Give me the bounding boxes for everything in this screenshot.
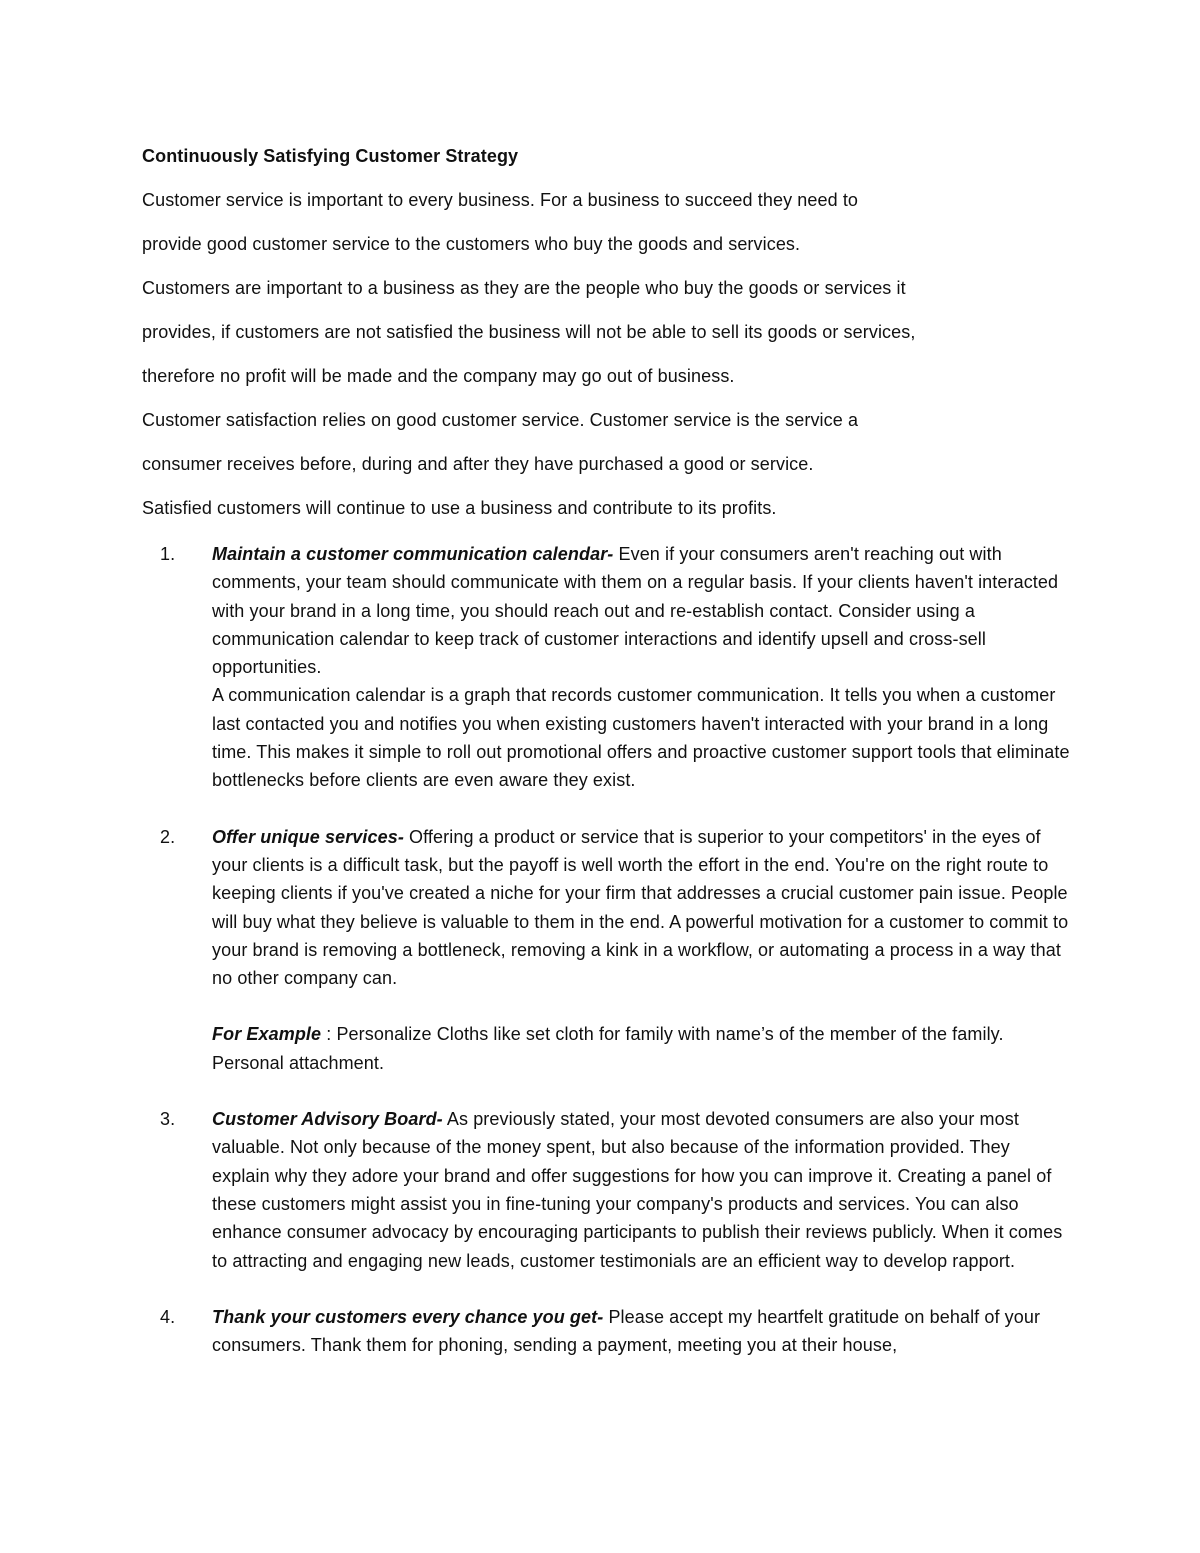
list-item xyxy=(142,1303,1072,1360)
list-item xyxy=(142,1105,1072,1275)
item-heading: Maintain a customer communication calendar- xyxy=(212,544,614,564)
list-item xyxy=(142,823,1072,1077)
item-text: Even if your consumers aren't reaching out with comments, your team should communicate with them on a regular basis. If your clients haven't interacted with your brand in a long time, you should reach out and re-establish contact. Consider using a communication calendar to keep track of customer interactions and identify upsell and cross-sell opportunities. xyxy=(212,544,1059,678)
item-heading: Thank your customers every chance you get- xyxy=(212,1306,604,1327)
intro-line-4: provides, if customers are not satisfied the business will not be able to sell its goods or services, xyxy=(142,322,916,342)
item-text: Please accept my heartfelt gratitude on behalf of your consumers. Thank them for phoning, sending a payment, meeting you at their house, xyxy=(212,1306,1041,1356)
list-number: 2. xyxy=(160,826,176,847)
intro-line-5: therefore no profit will be made and the company may go out of business. xyxy=(142,366,735,386)
document-title: Continuously Satisfying Customer Strategy xyxy=(142,146,519,166)
intro-line-6: Customer satisfaction relies on good customer service. Customer service is the service a xyxy=(142,410,859,430)
item-text: Offering a product or service that is superior to your competitors' in the eyes of your clients is a difficult task, but the payoff is well worth the effort in the end. You're on the right route to keeping clients if you've created a niche for your firm that addresses a crucial customer pain issue. People will buy what they believe is valuable to them in the end. A powerful motivation for a customer to commit to your brand is removing a bottleneck, removing a kink in a workflow, or automating a process in a way that no other company can. xyxy=(212,826,1069,989)
intro-line-3: Customers are important to a business as they are the people who buy the goods or services it xyxy=(142,278,906,298)
intro-line-8: Satisfied customers will continue to use a business and contribute to its profits. xyxy=(142,498,777,518)
document-body xyxy=(142,142,1072,1387)
intro-line-2: provide good customer service to the customers who buy the goods and services. xyxy=(142,234,801,254)
list-number: 3. xyxy=(160,1109,176,1130)
intro-line-7: consumer receives before, during and after they have purchased a good or service. xyxy=(142,454,814,474)
list-number: 4. xyxy=(160,1306,176,1327)
list-number: 1. xyxy=(160,544,176,564)
strategy-list xyxy=(142,540,1072,1359)
item-heading: Offer unique services- xyxy=(212,826,404,847)
item-heading: Customer Advisory Board- xyxy=(212,1109,443,1130)
list-item xyxy=(142,540,1072,795)
example-text: : Personalize Cloths like set cloth for family with name’s of the member of the family. Personal attachment. xyxy=(212,1024,1004,1073)
example-block xyxy=(212,1020,1072,1077)
example-heading: For Example xyxy=(212,1024,322,1045)
item-text-continued: A communication calendar is a graph that records customer communication. It tells you when a customer last contacted you and notifies you when existing customers haven't interacted with your brand in a long time. This makes it simple to roll out promotional offers and proactive customer support tools that eliminate bottlenecks before clients are even aware they exist. xyxy=(212,685,1070,791)
item-text: As previously stated, your most devoted consumers are also your most valuable. Not only because of the money spent, but also because of the information provided. They explain why they adore your brand and offer suggestions for how you can improve it. Creating a panel of these customers might assist you in fine-tuning your company's products and services. You can also enhance consumer advocacy by encouraging participants to publish their reviews publicly. When it comes to attracting and engaging new leads, customer testimonials are an efficient way to develop rapport. xyxy=(212,1109,1063,1271)
intro-line-1: Customer service is important to every business. For a business to succeed they need to xyxy=(142,190,859,210)
